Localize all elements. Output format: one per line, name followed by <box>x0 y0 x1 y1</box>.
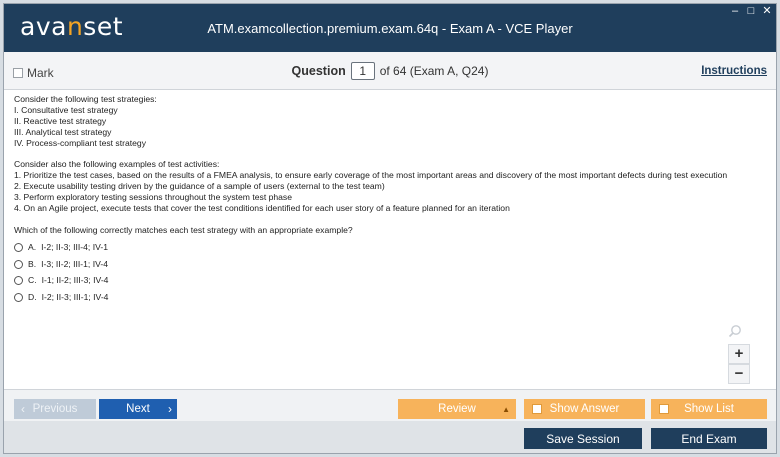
zoom-in-button[interactable]: + <box>728 344 750 364</box>
option-letter: A. <box>28 242 37 253</box>
answer-option-b[interactable] <box>14 256 754 272</box>
question-prompt: Which of the following correctly matches each test strategy with an appropriate example? <box>14 224 353 235</box>
checkbox-icon[interactable] <box>532 404 542 414</box>
end-exam-button[interactable]: End Exam <box>651 428 767 449</box>
window-title: ATM.examcollection.premium.exam.64q - Exam A - VCE Player <box>207 21 573 36</box>
answer-options <box>14 240 754 306</box>
review-label: Review <box>438 403 476 415</box>
show-list-label: Show List <box>684 403 734 415</box>
answer-option-c[interactable] <box>14 273 754 289</box>
show-answer-label: Show Answer <box>549 403 620 415</box>
magnifier-icon <box>728 324 742 338</box>
checkbox-icon[interactable] <box>659 404 669 414</box>
activities-block <box>14 159 754 214</box>
answer-option-d[interactable] <box>14 289 754 305</box>
title-bar <box>4 4 776 52</box>
minimize-icon[interactable]: – <box>731 5 739 17</box>
option-letter: C. <box>28 275 37 286</box>
maximize-icon[interactable]: □ <box>747 5 755 17</box>
question-counter <box>4 62 776 80</box>
save-session-button[interactable]: Save Session <box>524 428 642 449</box>
question-text-line: 3. Perform exploratory testing sessions throughout the system test phase <box>14 192 293 203</box>
question-total: of 64 (Exam A, Q24) <box>379 64 489 78</box>
option-text: I-3; II-2; III-1; IV-4 <box>41 258 108 269</box>
close-icon[interactable]: ✕ <box>762 5 772 17</box>
navigation-bar <box>4 389 776 421</box>
previous-button[interactable] <box>14 399 96 419</box>
question-text-line: 1. Prioritize the test cases, based on the results of a FMEA analysis, to ensure early coverage of the most important areas and discovery of the most important defects during test execution <box>14 170 728 181</box>
triangle-up-icon: ▲ <box>502 404 510 414</box>
show-list-button[interactable] <box>651 399 767 419</box>
avanset-logo: avanset <box>20 12 124 41</box>
review-button[interactable] <box>398 399 516 419</box>
mark-label: Mark <box>27 66 54 80</box>
option-letter: D. <box>28 291 37 302</box>
strategies-block <box>14 94 754 149</box>
instructions-link[interactable]: Instructions <box>701 65 767 77</box>
window-controls <box>730 5 772 17</box>
action-bar <box>4 421 776 454</box>
option-text: I-2; II-3; III-1; IV-4 <box>41 291 109 302</box>
question-text-line: II. Reactive test strategy <box>14 115 107 126</box>
radio-icon[interactable] <box>14 260 23 269</box>
next-button[interactable] <box>99 399 177 419</box>
zoom-out-button[interactable]: − <box>728 364 750 384</box>
vce-player-window <box>3 3 777 454</box>
option-text: I-1; II-2; III-3; IV-4 <box>41 275 109 286</box>
radio-icon[interactable] <box>14 243 23 252</box>
previous-label: Previous <box>32 403 78 415</box>
answer-option-a[interactable] <box>14 240 754 256</box>
question-text-line: IV. Process-compliant test strategy <box>14 137 146 148</box>
question-text-line: 2. Execute usability testing driven by the guidance of a sample of users (external to the test team) <box>14 181 385 192</box>
option-text: I-2; II-3; III-4; IV-1 <box>41 242 108 253</box>
question-text-line: Consider also the following examples of test activities: <box>14 159 220 170</box>
question-content <box>14 94 754 305</box>
radio-icon[interactable] <box>14 293 23 302</box>
chevron-right-icon: › <box>168 402 172 416</box>
show-answer-button[interactable] <box>524 399 645 419</box>
question-label: Question <box>291 64 346 78</box>
question-text-line: Consider the following test strategies: <box>14 94 157 104</box>
question-header <box>4 52 776 90</box>
option-letter: B. <box>28 258 37 269</box>
question-text-line: III. Analytical test strategy <box>14 126 112 137</box>
radio-icon[interactable] <box>14 276 23 285</box>
question-text-line: 4. On an Agile project, execute tests that cover the test conditions identified for each user story of a feature planned for an iteration <box>14 203 510 214</box>
chevron-left-icon: ‹ <box>21 402 25 416</box>
next-label: Next <box>126 403 150 415</box>
question-number-input[interactable]: 1 <box>351 62 375 80</box>
question-text-line: I. Consultative test strategy <box>14 104 118 115</box>
